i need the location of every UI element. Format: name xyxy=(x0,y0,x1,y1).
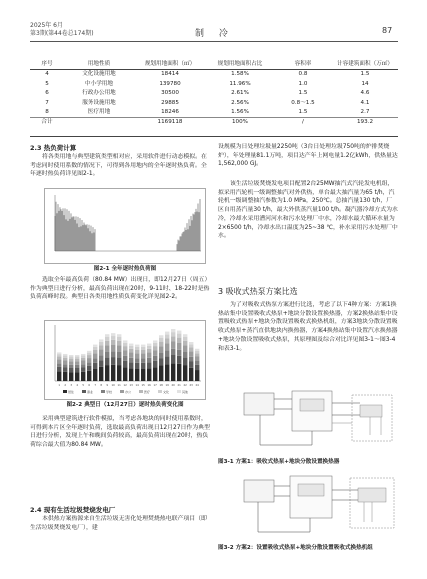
x-tick-label: 4 xyxy=(76,384,79,387)
bar-segment xyxy=(111,336,115,340)
bar-segment xyxy=(93,363,97,369)
bar-segment xyxy=(87,351,91,353)
secondary-pipes xyxy=(364,502,372,522)
bar-segment xyxy=(63,358,67,361)
bar-segment xyxy=(81,354,85,356)
x-tick-label: 2 xyxy=(64,384,67,387)
bar-segment xyxy=(69,372,73,381)
paragraph-plant-intro: 本供热方案热源来自生活垃圾无害化处理焚烧热电联产项目（即生活垃圾焚烧发电厂），建 xyxy=(30,516,207,531)
bar-segment xyxy=(159,338,163,342)
paragraph-typical-day: 选取全年最高负荷（80.84 MW）出现日，即12月27日（周五）作为典型日进行分析，最高负荷出现在20时，9-11时、18-22时是热负荷高峰时段。典型日各类用地性质负荷变化详见图2-2。 xyxy=(30,277,211,301)
bar-segment xyxy=(141,369,145,381)
bar-segment xyxy=(189,347,193,351)
bar-segment xyxy=(153,346,157,350)
bar-segment xyxy=(117,334,121,337)
bar-segment xyxy=(123,343,127,346)
bar-segment xyxy=(69,368,73,372)
figure-3-2-caption: 图3-2 方案2：设置吸收式热泵+地块分散设置吸收式换热机组 xyxy=(218,545,373,551)
table-row xyxy=(30,70,398,80)
figure-3-1 xyxy=(240,385,398,455)
bar-segment xyxy=(81,367,85,371)
bar-segment xyxy=(105,334,109,337)
bar-segment xyxy=(93,369,97,381)
bar-segment xyxy=(117,365,121,381)
x-tick-label: 17 xyxy=(153,384,157,387)
table-cell: 14 xyxy=(361,80,369,87)
bar-segment xyxy=(75,355,79,357)
legend-label: 居住 xyxy=(68,390,75,394)
x-tick-label: 20 xyxy=(171,384,175,387)
bar-segment xyxy=(159,346,163,352)
table-cell: 4.6 xyxy=(360,90,370,97)
bar-segment xyxy=(99,342,103,345)
bar-segment xyxy=(189,351,193,356)
table-header-cell: 规划用地面积占比 xyxy=(206,60,274,70)
table-cell: 18246 xyxy=(161,109,179,116)
bar-segment xyxy=(159,353,163,358)
x-tick-label: 18 xyxy=(159,384,163,387)
bar-segment xyxy=(153,367,157,381)
table-cell: 1.5 xyxy=(360,71,370,78)
bar-segment xyxy=(93,358,97,362)
table-cell: 行政办公用地 xyxy=(82,90,116,97)
header-date: 2025年 6月 xyxy=(30,22,63,29)
bar-segment xyxy=(141,350,145,354)
bar-segment xyxy=(171,355,175,363)
bar-segment xyxy=(135,347,139,350)
bar-segment xyxy=(135,345,139,347)
absorption-exchanger-unit xyxy=(358,488,386,502)
bar-segment xyxy=(153,340,157,342)
legend-label: 医疗 xyxy=(144,390,151,394)
journal-name: 制 冷 xyxy=(195,29,234,39)
bar-segment xyxy=(177,331,181,334)
plant-box xyxy=(244,393,274,415)
table-cell: 文化设施用地 xyxy=(82,71,116,78)
bar-segment xyxy=(105,337,109,341)
bar-segment xyxy=(69,365,73,368)
bar-segment xyxy=(129,358,133,362)
bar-segment xyxy=(153,361,157,367)
bar-segment xyxy=(141,345,145,347)
legend-label: 办公 xyxy=(125,390,132,394)
bar-segment xyxy=(159,342,163,347)
bar-segment xyxy=(135,358,139,362)
table-cell: 1169118 xyxy=(134,118,206,128)
bar-segment xyxy=(75,359,79,362)
bar-segment xyxy=(123,356,127,361)
figure-3-1-caption: 图3-1 方案1：吸收式热泵+地块分散设置换热器 xyxy=(218,459,340,465)
header-issue: 第3期(第44卷总174期) xyxy=(30,30,94,37)
bar-segment xyxy=(195,365,199,370)
heat-pump-station-box xyxy=(290,476,332,518)
bar-segment xyxy=(135,363,139,369)
bar-segment xyxy=(135,369,139,381)
bar-segment xyxy=(147,368,151,381)
x-tick-label: 23 xyxy=(189,384,193,387)
table-cell: 193.2 xyxy=(332,118,398,128)
bar-segment xyxy=(153,356,157,361)
bar-segment xyxy=(57,356,61,359)
table-cell: 服务设施用地 xyxy=(82,99,116,106)
bar-segment xyxy=(177,350,181,356)
legend-swatch xyxy=(158,390,162,393)
figure-2-2-caption: 图2-2 典型日（12月27日）逐时热负荷变化图 xyxy=(66,402,184,408)
bar-segment xyxy=(63,364,67,367)
paragraph-plant-scale: 设规模为日处理垃圾量2250吨（3台日处理垃圾750吨的炉排焚烧炉），年处理量81.1万吨，项目达产年上网电量1.2亿kWh，供热量达1,562,000 GJ。 xyxy=(218,144,398,168)
paragraph-simulation: 采用典型建筑进行软件模拟，当考虑各地块的同时使用系数时，可得到本片区全年逐时负荷，选取最高负荷出现日12月27日作为典型日进行分析，发现上午和晚间负荷较高，最高负荷出现在20时，热负荷综合最大值为80.84 MW。 xyxy=(30,416,210,449)
x-tick-label: 6 xyxy=(88,384,91,387)
bar-segment xyxy=(129,368,133,381)
bar-segment xyxy=(75,365,79,368)
table-cell: 0.8 xyxy=(298,71,308,78)
bar-segment xyxy=(111,357,115,365)
absorption-heat-pump xyxy=(298,484,324,496)
legend-swatch xyxy=(101,390,105,393)
legend-swatch xyxy=(63,390,67,393)
bar-segment xyxy=(99,367,103,381)
x-tick-label: 15 xyxy=(141,384,145,387)
x-tick-label: 12 xyxy=(123,384,127,387)
bar-segment xyxy=(123,346,127,350)
table-row xyxy=(30,99,398,108)
x-tick-label: 16 xyxy=(147,384,151,387)
table-cell: 中小学用地 xyxy=(85,80,113,87)
table-cell: 18414 xyxy=(161,71,179,78)
bar-segment xyxy=(189,357,193,362)
bar-segment xyxy=(195,351,199,354)
bar-segment xyxy=(141,353,145,358)
table-bottom-rule xyxy=(30,136,398,137)
x-tick-label: 8 xyxy=(100,384,103,387)
bar-segment xyxy=(177,343,181,350)
scheme-1-diagram xyxy=(240,385,398,455)
bar-segment xyxy=(63,360,67,364)
table-header-cell: 计容建筑面积（万㎡） xyxy=(332,60,398,70)
figure-2-2 xyxy=(44,320,206,400)
x-tick-label: 22 xyxy=(183,384,187,387)
x-tick-label: 5 xyxy=(82,384,85,387)
bar-segment xyxy=(117,352,121,358)
table-cell: 1.58% xyxy=(231,71,249,78)
bar-segment xyxy=(189,342,193,344)
figure-3-2 xyxy=(240,470,398,540)
table-cell: 1.56% xyxy=(231,109,249,116)
x-tick-label: 24 xyxy=(195,384,199,387)
annual-load-chart xyxy=(45,189,205,263)
legend-label: 其他 xyxy=(182,390,189,394)
table-cell: 29885 xyxy=(161,99,179,106)
bar-segment xyxy=(189,362,193,368)
figure-2-1-caption: 图2-1 全年逐时热负荷图 xyxy=(93,266,157,272)
bar-segment xyxy=(141,358,145,362)
bar-segment xyxy=(123,367,127,381)
bar-segment xyxy=(81,358,85,361)
bar-segment xyxy=(93,345,97,347)
table-header-row xyxy=(30,60,398,70)
table-cell: 1.5 xyxy=(298,109,308,116)
bar-segment xyxy=(117,345,121,352)
x-tick-label: 3 xyxy=(70,384,73,387)
legend-label: 商业 xyxy=(87,390,94,394)
bar-segment xyxy=(141,363,145,369)
bar-segment xyxy=(111,333,115,336)
bar-segment xyxy=(75,372,79,381)
running-header-left xyxy=(30,22,94,38)
secondary-pipes xyxy=(332,417,381,435)
bar-segment xyxy=(183,337,187,341)
legend-swatch xyxy=(120,390,124,393)
bar-segment xyxy=(63,372,67,381)
typical-day-bars xyxy=(57,329,199,381)
bar-segment xyxy=(195,353,199,356)
bar-segment xyxy=(189,368,193,381)
table-cell: 2.7 xyxy=(360,109,370,116)
bar-segment xyxy=(171,341,175,348)
x-tick-label: 11 xyxy=(117,384,121,387)
legend-swatch xyxy=(82,390,86,393)
bar-segment xyxy=(69,359,73,362)
bar-segment xyxy=(69,361,73,365)
bar-segment xyxy=(195,370,199,381)
x-tick-label: 14 xyxy=(135,384,139,387)
table-cell: 30500 xyxy=(161,90,179,97)
paragraph-schemes: 为了对吸收式热泵方案进行比选，考虑了以下4种方案：方案1换热站集中设置吸收式热泵+地块分散设置换热器，方案2换热站集中设置吸收式热泵+地块分散设置吸收式换热机组，方案3地块分散设置吸收式热泵+蒸汽直供地块内换热器，方案4换热站集中设置汽水换热器+地块分散设置吸收式热泵，其原理图及综合对比详见图3-1～图3-4和表3-1。 xyxy=(218,302,398,352)
bar-segment xyxy=(183,345,187,352)
bar-segment xyxy=(147,353,151,358)
bar-segment xyxy=(165,350,169,356)
bar-segment xyxy=(195,361,199,365)
bar-segment xyxy=(105,358,109,365)
table-header-cell: 用地性质 xyxy=(64,60,134,70)
table-cell: 6 xyxy=(45,90,49,97)
plant-box xyxy=(244,480,274,502)
bar-segment xyxy=(159,358,163,365)
table-cell: 1.5 xyxy=(298,90,308,97)
x-tick-label: 13 xyxy=(129,384,133,387)
bar-segment xyxy=(129,346,133,349)
table-cell: 医疗用地 xyxy=(87,109,111,116)
header-rule xyxy=(30,41,398,42)
bar-segment xyxy=(87,366,91,371)
bar-segment xyxy=(81,372,85,381)
bar-segment xyxy=(63,354,67,356)
bar-segment xyxy=(69,357,73,359)
bar-segment xyxy=(183,358,187,365)
table-cell: 8 xyxy=(45,109,49,116)
bar-segment xyxy=(183,334,187,337)
bar-segment xyxy=(111,365,115,381)
table-header-cell: 序号 xyxy=(30,60,64,70)
table-cell: 2.61% xyxy=(231,90,249,97)
bar-segment xyxy=(93,350,97,354)
bar-segment xyxy=(93,347,97,350)
bar-segment xyxy=(57,371,61,381)
bar-segment xyxy=(165,343,169,350)
block-boundary xyxy=(352,395,392,441)
section-heading-2-3: 2.3 热负荷计算 xyxy=(30,144,77,152)
bar-segment xyxy=(57,367,61,372)
table-cell: 4 xyxy=(45,71,49,78)
section-heading-2-4: 2.4 现有生活垃圾焚烧发电厂 xyxy=(30,506,116,514)
bar-segment xyxy=(171,336,175,341)
typical-day-chart xyxy=(45,321,205,399)
legend-label: 文化 xyxy=(163,390,170,394)
table-cell xyxy=(64,118,134,128)
bar-segment xyxy=(183,352,187,358)
table-cell: 4.1 xyxy=(360,99,370,106)
bar-segment xyxy=(159,365,163,381)
bar-segment xyxy=(63,367,67,371)
table-total-row xyxy=(30,118,398,128)
bar-segment xyxy=(177,356,181,364)
bar-segment xyxy=(165,364,169,381)
table-cell: 139780 xyxy=(159,80,181,87)
bar-segment xyxy=(87,355,91,358)
bar-segment xyxy=(159,335,163,338)
bar-segment xyxy=(129,362,133,368)
table-row xyxy=(30,80,398,89)
bar-segment xyxy=(135,353,139,358)
bar-segment xyxy=(171,363,175,381)
bar-segment xyxy=(165,332,169,335)
table-cell: 5 xyxy=(45,80,49,87)
bar-segment xyxy=(165,335,169,339)
bar-segment xyxy=(147,344,151,346)
table-header-cell: 容积率 xyxy=(274,60,332,70)
bar-segment xyxy=(99,355,103,360)
x-tick-labels xyxy=(58,383,199,387)
x-tick-label: 9 xyxy=(106,384,109,387)
bar-segment xyxy=(177,364,181,381)
bar-segment xyxy=(57,354,61,356)
bar-segment xyxy=(171,332,175,336)
legend xyxy=(63,389,188,394)
table-cell: 0.8～1.5 xyxy=(291,99,315,106)
x-tick-label: 10 xyxy=(111,384,115,387)
table-cell: 合计 xyxy=(30,118,64,128)
bar-segment xyxy=(147,358,151,362)
bar-segment xyxy=(129,353,133,358)
table-cell: 1.0 xyxy=(298,80,308,87)
bar-segment xyxy=(177,338,181,343)
bar-segment xyxy=(87,362,91,366)
bar-segment xyxy=(81,364,85,367)
bar-segment xyxy=(195,356,199,361)
legend-swatch xyxy=(139,390,143,393)
bar-segment xyxy=(183,365,187,381)
table-row xyxy=(30,89,398,98)
bar-segment xyxy=(165,356,169,364)
bar-segment xyxy=(105,365,109,381)
bar-segment xyxy=(123,350,127,356)
bar-segment xyxy=(153,343,157,346)
page-number: 87 xyxy=(382,26,393,35)
bar-segment xyxy=(129,349,133,353)
land-use-table xyxy=(30,60,398,128)
bar-segment xyxy=(105,341,109,346)
bar-segment xyxy=(99,349,103,355)
table-header-cell: 规划用地面积（㎡） xyxy=(134,60,206,70)
x-tick-label: 1 xyxy=(58,384,61,387)
table-cell: / xyxy=(274,118,332,128)
bar-segment xyxy=(123,340,127,342)
heat-exchanger xyxy=(360,405,382,417)
annual-load-series xyxy=(55,199,200,251)
bar-segment xyxy=(75,368,79,372)
table-cell: 11.96% xyxy=(229,80,251,87)
x-tick-label: 7 xyxy=(94,384,97,387)
table-row xyxy=(30,108,398,118)
bar-segment xyxy=(177,334,181,338)
bar-segment xyxy=(189,344,193,347)
x-tick-label: 21 xyxy=(177,384,181,387)
bar-segment xyxy=(135,350,139,354)
bar-segment xyxy=(99,339,103,341)
bar-segment xyxy=(75,361,79,365)
paragraph-turbine: 该生活垃圾焚烧发电项目配置2台25MW抽汽式汽轮发电机组，拟采用汽轮机一级调整抽汽对外供热，单台最大抽汽量为65 t/h，汽轮机一级调整抽汽参数为1.0 MPa，250℃。总抽汽量130 t/h，厂区自用蒸汽量30 t/h，最大外供蒸汽量100 t/h。凝汽器冷却方式为水冷，冷却水采用漕河河水和污水处理厂中水，冷却水最大循环水量为2×6500 t/h，冷却水出口温度为25~38 ℃，补水采用污水处理厂中水。 xyxy=(218,181,398,240)
bar-segment xyxy=(99,345,103,349)
x-tick-label: 19 xyxy=(165,384,169,387)
bar-segment xyxy=(87,371,91,381)
bar-segment xyxy=(81,360,85,364)
bar-segment xyxy=(69,355,73,357)
bar-segment xyxy=(165,339,169,344)
bar-segment xyxy=(81,356,85,358)
bar-segment xyxy=(111,345,115,352)
bar-segment xyxy=(171,349,175,355)
bar-segment xyxy=(117,341,121,346)
bar-segment xyxy=(57,352,61,354)
bar-segment xyxy=(57,363,61,366)
bar-segment xyxy=(183,341,187,346)
bar-segment xyxy=(153,350,157,356)
bar-segment xyxy=(141,347,145,350)
bar-segment xyxy=(99,360,103,367)
bar-segment xyxy=(87,358,91,362)
bar-segment xyxy=(111,340,115,345)
table-cell: 100% xyxy=(206,118,274,128)
bar-segment xyxy=(123,361,127,367)
bar-segment xyxy=(147,346,151,349)
bar-segment xyxy=(117,337,121,341)
bar-segment xyxy=(111,351,115,357)
legend-swatch xyxy=(177,390,181,393)
figure-2-1 xyxy=(44,188,206,264)
bar-segment xyxy=(147,362,151,368)
bar-segment xyxy=(105,345,109,352)
bar-segment xyxy=(87,353,91,355)
bar-segment xyxy=(147,349,151,353)
absorption-heat-pump xyxy=(300,399,324,411)
legend-label: 学校 xyxy=(106,390,113,394)
bar-segment xyxy=(75,357,79,359)
paragraph-load-calc: 将各类用地与典型建筑类型相对应，采用软件进行动态模拟。在考虑同时使用系数的情况下，可得到各用地内的全年逐时热负荷。全年逐时热负荷详见图2-1。 xyxy=(30,154,207,178)
bar-segment xyxy=(117,358,121,365)
bar-segment xyxy=(105,352,109,358)
scheme-2-diagram xyxy=(240,470,398,540)
bar-segment xyxy=(171,329,175,332)
bar-segment xyxy=(195,349,199,351)
table-cell: 2.56% xyxy=(231,99,249,106)
bar-segment xyxy=(93,353,97,358)
bar-segment xyxy=(129,344,133,346)
section-heading-3: 3 吸收式热泵方案比选 xyxy=(218,287,298,296)
table-cell: 7 xyxy=(45,99,49,106)
bar-segment xyxy=(63,356,67,358)
bar-segment xyxy=(57,359,61,363)
